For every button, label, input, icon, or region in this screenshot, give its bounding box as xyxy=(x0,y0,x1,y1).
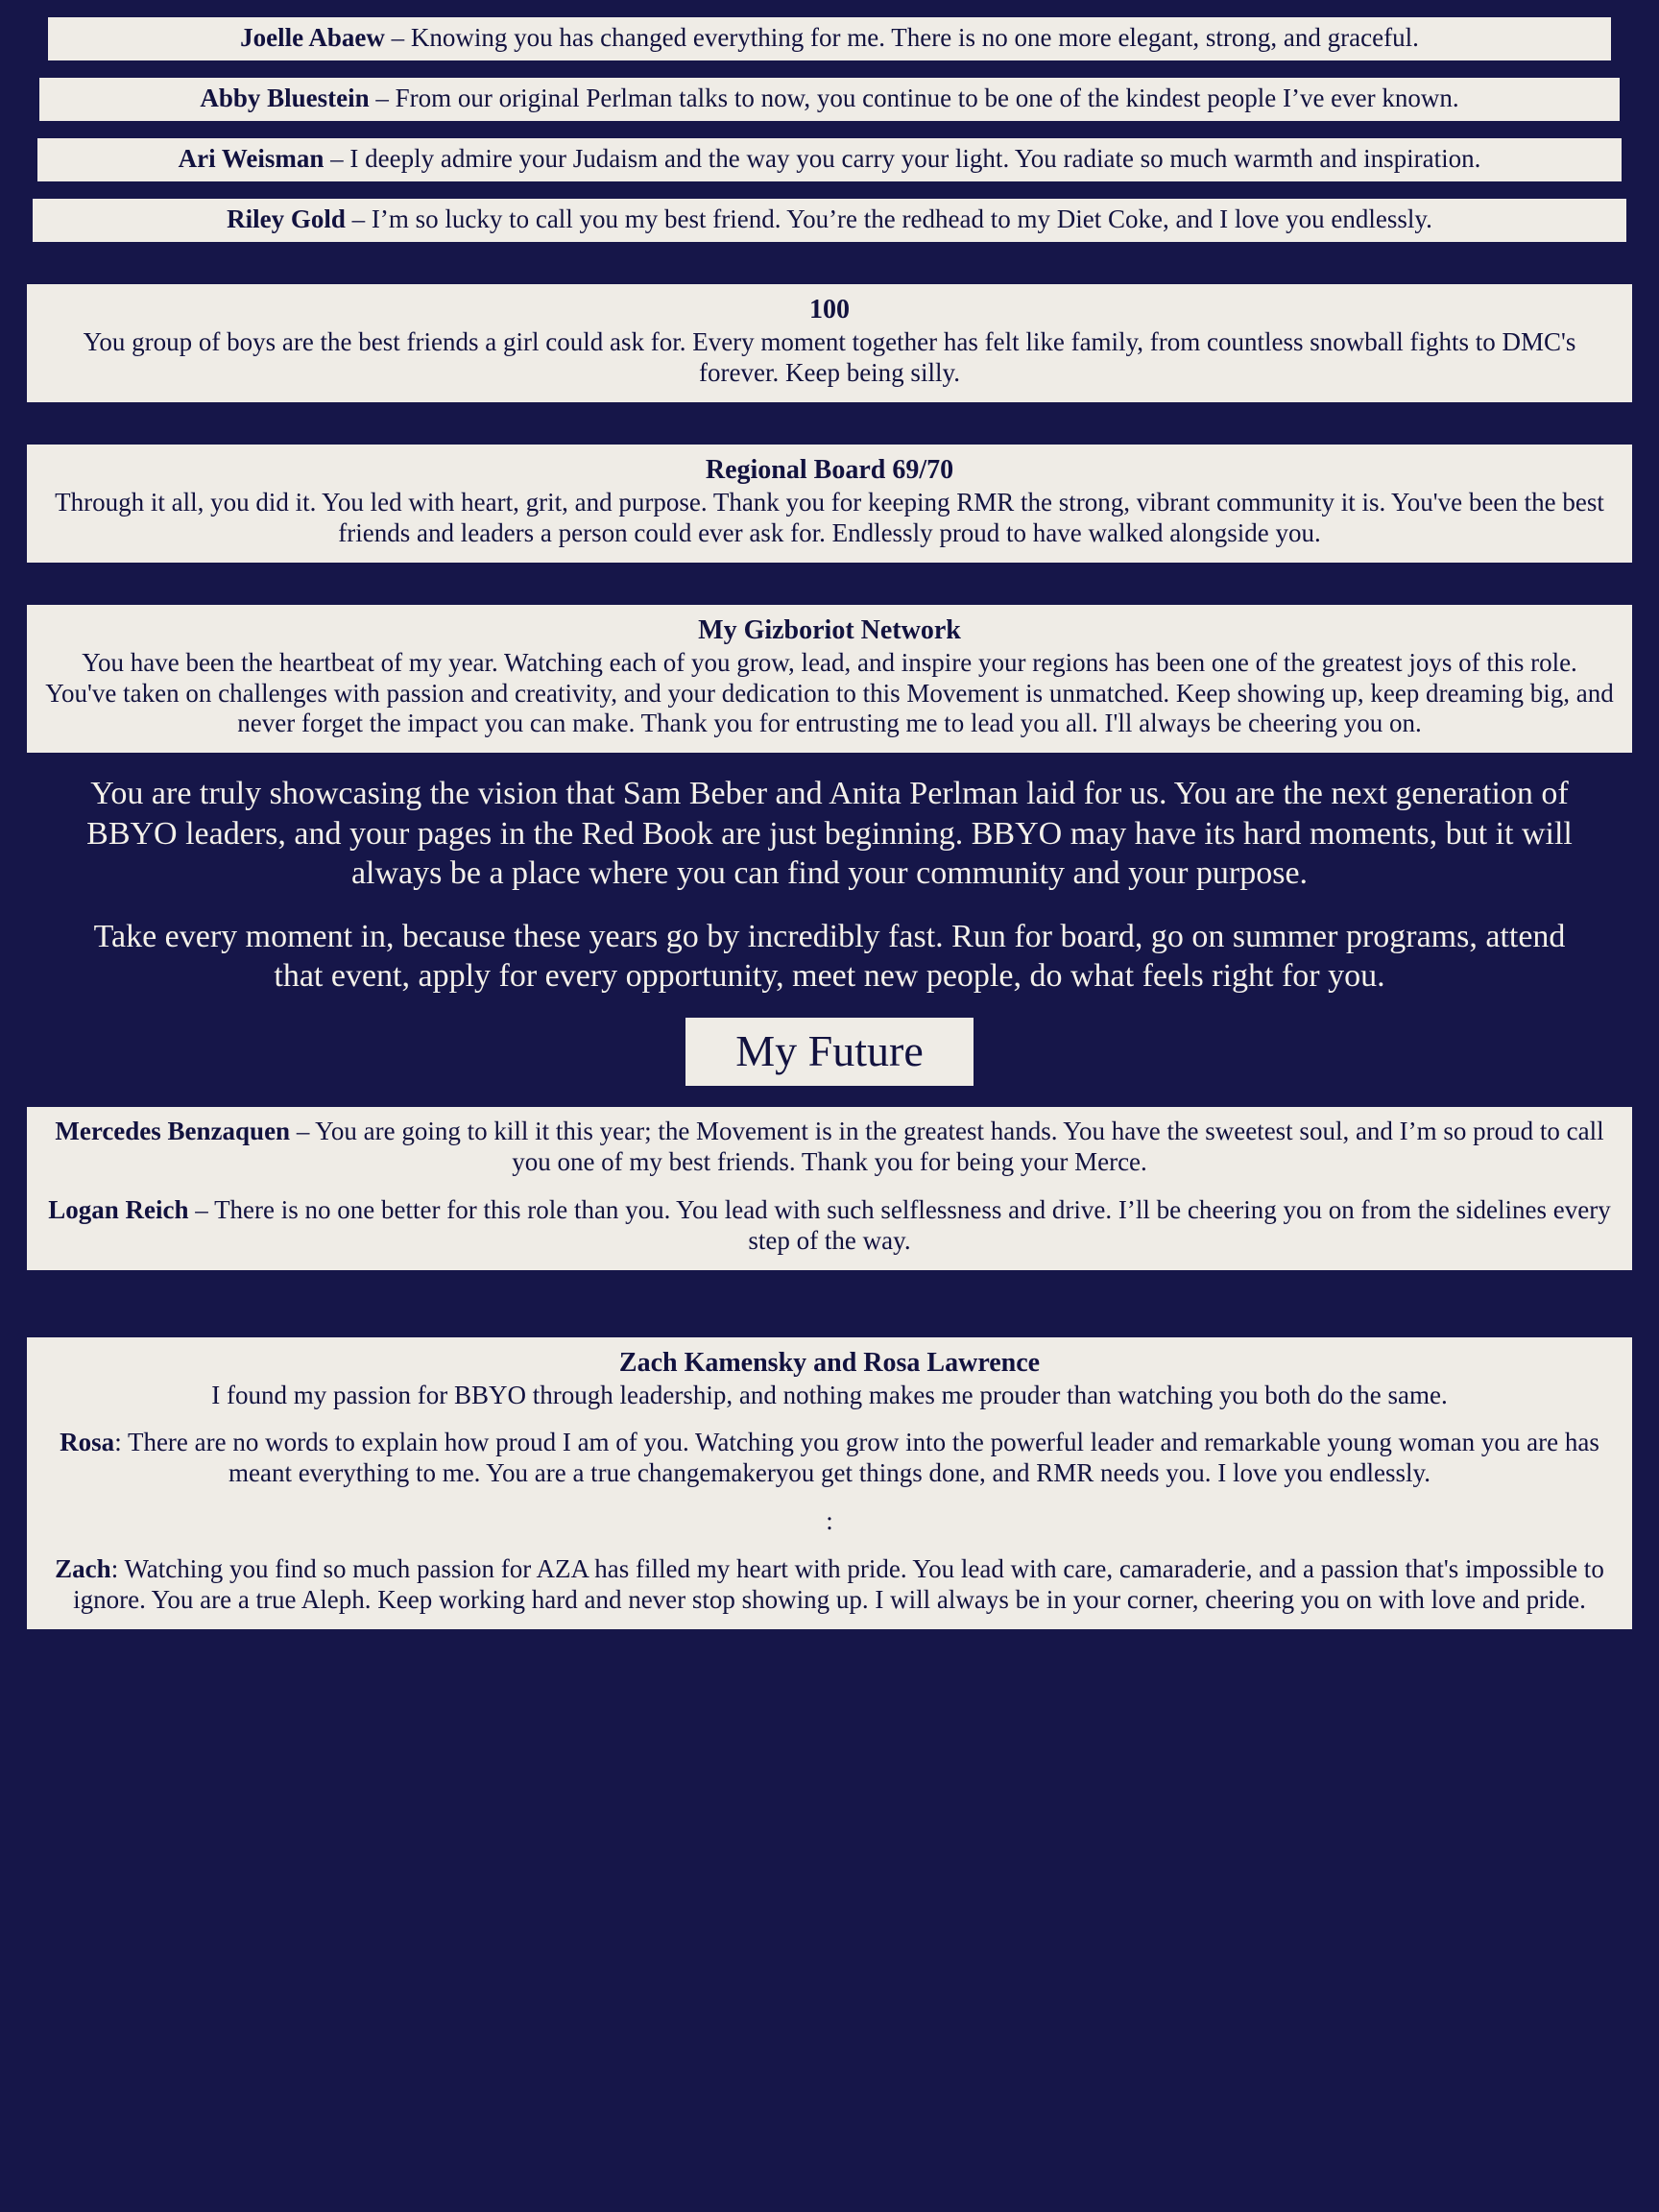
group-card-body: You have been the heartbeat of my year. Watching each of you grow, lead, and inspire your regions has been one of the greatest joys of this role. You've taken on challenges with passion and creativity, and your dedication to this Movement is unmatched. Keep showing up, keep dreaming big, and never forget the impact you can make. Thank you for entrusting me to lead you all. I'll always be cheering you on. xyxy=(45,647,1614,738)
siblings-entry-name: Zach xyxy=(55,1554,111,1584)
shoutout-name: Ari Weisman xyxy=(178,144,325,174)
shoutout-text: There is no one better for this role than you. You lead with such selflessness and drive. I’ll be cheering you on from the sidelines every step of the way. xyxy=(214,1194,1611,1255)
shoutout-text: From our original Perlman talks to now, you continue to be one of the kindest people I’ve ever known. xyxy=(395,84,1459,113)
siblings-card-title: Zach Kamensky and Rosa Lawrence xyxy=(618,1347,1041,1378)
shoutout-card-riley-gold xyxy=(33,199,1626,242)
shoutout-line-logan-reich xyxy=(44,1195,1615,1257)
shoutout-card-joelle-abaew xyxy=(48,17,1611,60)
future-shoutouts-card xyxy=(27,1107,1632,1269)
group-card-gizboriot-network xyxy=(27,605,1632,754)
shoutout-name: Riley Gold xyxy=(227,204,346,234)
shoutout-text: Knowing you has changed everything for me. There is no one more elegant, strong, and graceful. xyxy=(410,23,1419,52)
siblings-entry-text: There are no words to explain how proud I am of you. Watching you grow into the powerful leader and remarkable young woman you are has meant everything to me. You are a true changemakeryou get things done, and RMR needs you. I love you endlessly. xyxy=(127,1428,1599,1488)
spacer xyxy=(27,1287,1632,1312)
siblings-entry-rosa xyxy=(44,1428,1615,1489)
shoutout-dash: – xyxy=(324,144,350,174)
siblings-entry-zach xyxy=(44,1554,1615,1616)
siblings-entry-text: Watching you find so much passion for AZA has filled my heart with pride. You lead with care, camaraderie, and a passion that's impossible to ignore. You are a true Aleph. Keep working hard and never stop showing up. I will always be in your corner, cheering you on with love and pride. xyxy=(73,1554,1604,1614)
section-heading-my-future: My Future xyxy=(685,1018,974,1087)
shoutout-line xyxy=(179,144,1481,173)
group-card-title: Regional Board 69/70 xyxy=(705,454,954,485)
shoutout-line-mercedes-benzaquen xyxy=(44,1117,1615,1178)
spacer xyxy=(27,580,1632,605)
group-card-title: My Gizboriot Network xyxy=(698,614,961,645)
siblings-entry-sep: : xyxy=(114,1428,128,1457)
siblings-card-divider-mark: : xyxy=(826,1506,833,1536)
closing-paragraph-1: You are truly showcasing the vision that Sam Beber and Anita Perlman laid for us. You are the next generation of BBYO leaders, and your pages in the Red Book are just beginning. BBYO may have its hard moments, but it will always be a place where you can find your community and your purpose. xyxy=(86,776,1573,892)
shoutout-dash: – xyxy=(188,1194,215,1224)
group-card-title: 100 xyxy=(809,295,850,325)
shoutout-text: I’m so lucky to call you my best friend. You’re the redhead to my Diet Coke, and I love you endlessly. xyxy=(371,204,1432,234)
shoutout-text: You are going to kill it this year; the Movement is in the greatest hands. You have the sweetest soul, and I’m so proud to call you one of my best friends. Thank you for being your Merce. xyxy=(315,1117,1604,1176)
shoutout-card-abby-bluestein xyxy=(39,78,1620,121)
shoutout-line xyxy=(227,204,1432,233)
group-card-regional-board xyxy=(27,445,1632,563)
siblings-card xyxy=(27,1337,1632,1629)
shoutout-name: Mercedes Benzaquen xyxy=(55,1117,291,1146)
shoutout-dash: – xyxy=(290,1117,316,1146)
spacer xyxy=(27,1312,1632,1337)
shoutout-name: Abby Bluestein xyxy=(200,84,370,113)
closing-message xyxy=(27,770,1632,996)
siblings-card-intro: I found my passion for BBYO through leadership, and nothing makes me prouder than watching you both do the same. xyxy=(211,1380,1448,1409)
group-card-body: Through it all, you did it. You led with heart, grit, and purpose. Thank you for keeping RMR the strong, vibrant community it is. You've been the best friends and leaders a person could ever ask for. Endlessly proud to have walked alongside you. xyxy=(55,487,1604,547)
shoutout-text: I deeply admire your Judaism and the way you carry your light. You radiate so much warmth and inspiration. xyxy=(349,144,1481,174)
spacer xyxy=(27,259,1632,284)
shoutout-name: Logan Reich xyxy=(48,1194,189,1224)
shoutout-dash: – xyxy=(384,23,411,52)
shoutout-dash: – xyxy=(369,84,396,113)
shoutout-dash: – xyxy=(345,204,372,234)
siblings-entry-sep: : xyxy=(110,1554,125,1584)
shoutout-name: Joelle Abaew xyxy=(240,23,385,52)
shoutout-card-ari-weisman xyxy=(37,138,1622,181)
group-card-100 xyxy=(27,284,1632,402)
shoutout-line xyxy=(240,23,1419,52)
spacer xyxy=(27,420,1632,445)
group-card-body: You group of boys are the best friends a girl could ask for. Every moment together has felt like family, from countless snowball fights to DMC's forever. Keep being silly. xyxy=(83,327,1576,388)
shoutout-line xyxy=(200,84,1458,112)
siblings-entry-name: Rosa xyxy=(60,1428,115,1457)
closing-paragraph-2: Take every moment in, because these years go by incredibly fast. Run for board, go on summer programs, attend that event, apply for every opportunity, meet new people, do what feels right for you. xyxy=(93,918,1566,995)
